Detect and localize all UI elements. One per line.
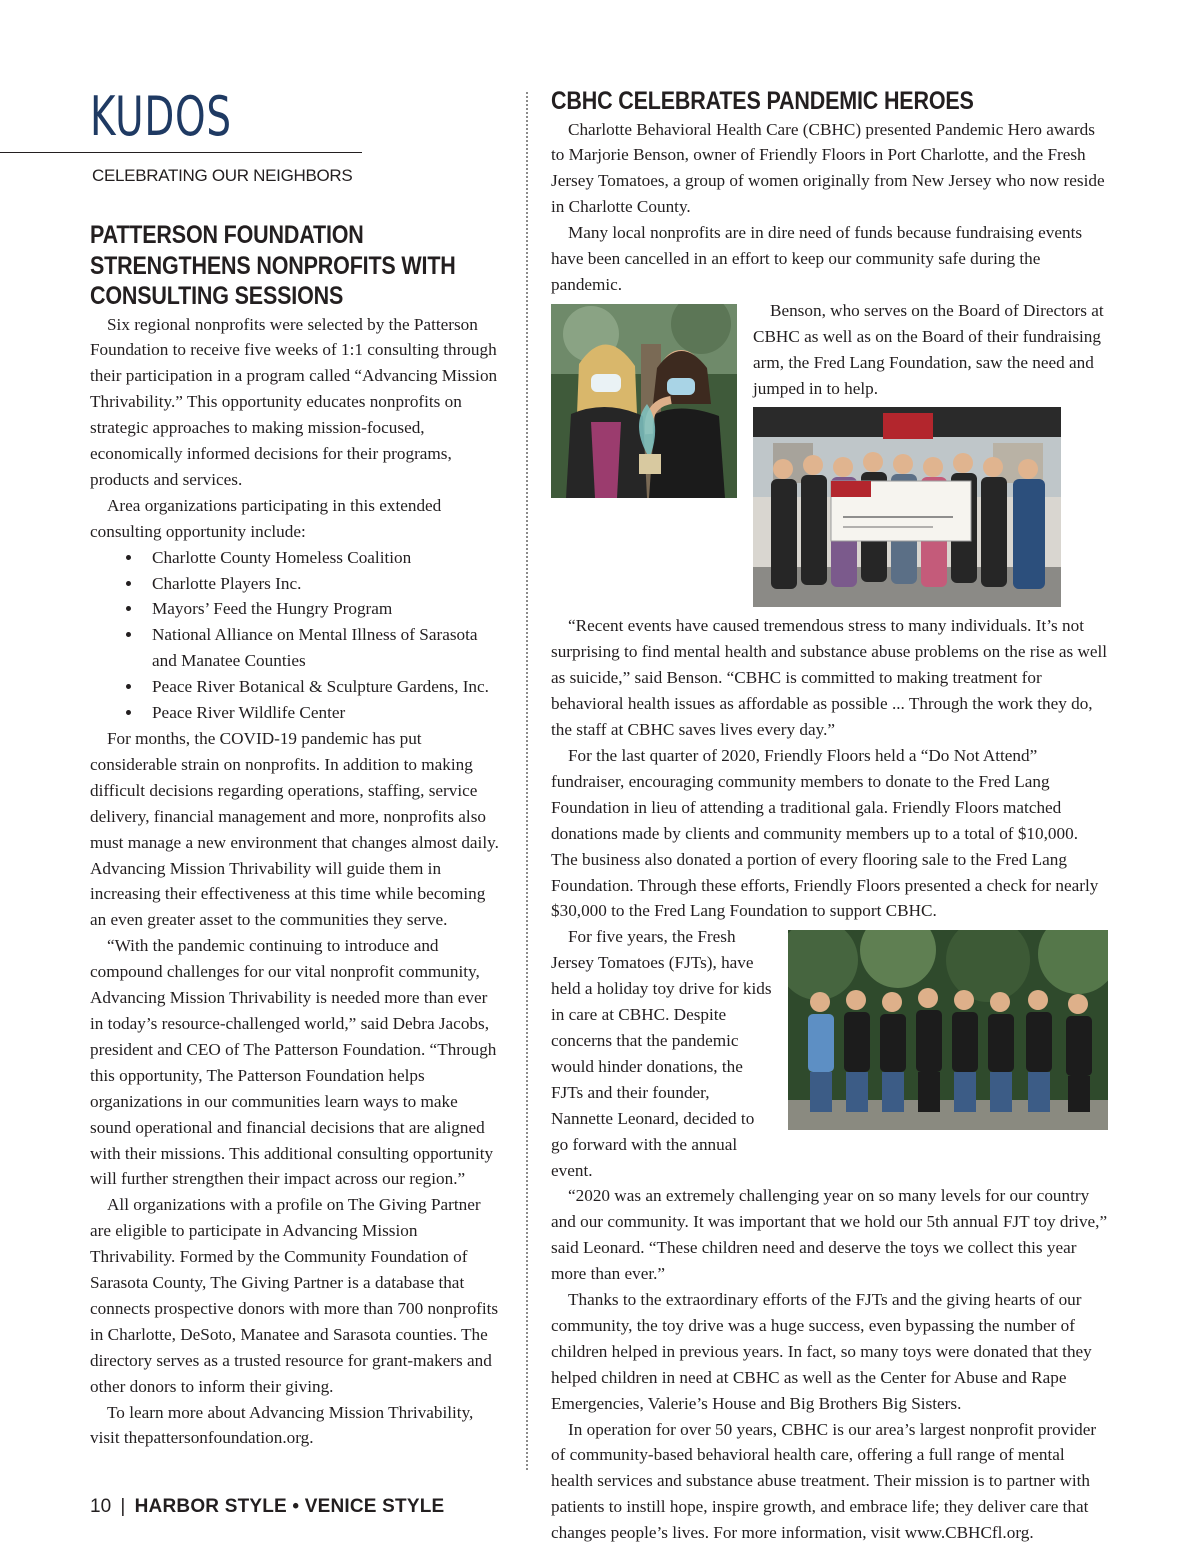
organizations-list	[90, 545, 500, 726]
right-paragraph-6: For five years, the Fresh Jersey Tomatoes (FJTs), have held a holiday toy drive for kids in care at CBHC. Despite concerns that the pandemic would hinder donations, the FJTs and their founder, Nannette Leonard, decided to go forward with the annual event.	[551, 927, 772, 1180]
section-title: KUDOS	[90, 85, 232, 148]
right-paragraph-8: Thanks to the extraordinary efforts of the FJTs and the giving hearts of our community, the toy drive was a huge success, even bypassing the number of children helped in previous years. In fact, so many toys were donated that they helped children in need at CBHC as well as the Center for Abuse and Rape Emergencies, Valerie’s House and Big Brothers Big Sisters.	[551, 1290, 1092, 1413]
left-paragraph-5: All organizations with a profile on The Giving Partner are eligible to participate in Advancing Mission Thrivability. Formed by the Community Foundation of Sarasota County, The Giving Partner is a database that connects prospective donors with more than 700 nonprofits in Charlotte, DeSoto, Manatee and Sarasota counties. The directory serves as a trusted resource for grant-makers and other donors to inform their giving.	[90, 1195, 499, 1396]
page-number: 10	[90, 1496, 112, 1517]
section-subtitle: CELEBRATING OUR NEIGHBORS	[92, 166, 353, 185]
left-article	[90, 220, 500, 1451]
title-rule	[0, 152, 362, 153]
list-item: Charlotte County Homeless Coalition	[152, 545, 500, 571]
list-item: Peace River Botanical & Sculpture Gardens, Inc.	[152, 674, 500, 700]
right-article	[551, 86, 1108, 1546]
right-paragraph-2: Many local nonprofits are in dire need of funds because fundraising events have been cancelled in an effort to keep our community safe during the pandemic.	[551, 223, 1083, 294]
photo-award-presentation	[551, 304, 737, 498]
right-paragraph-9: In operation for over 50 years, CBHC is our area’s largest nonprofit provider of community-based behavioral health care, offering a full range of mental health services and substance abuse treatment. Their mission is to partner with patients to instill hope, inspire growth, and embrace life; they deliver care that changes people’s lives. For more information, visit www.CBHCfl.org.	[551, 1419, 1097, 1543]
list-item: Charlotte Players Inc.	[152, 571, 500, 597]
photo-check-presentation	[753, 407, 1061, 607]
footer-separator: |	[120, 1496, 126, 1517]
left-paragraph-3: For months, the COVID-19 pandemic has put considerable strain on nonprofits. In addition to making difficult decisions regarding operations, staffing, service delivery, financial management and more, nonprofits also must manage a new environment that changes almost daily. Advancing Mission Thrivability will guide them in increasing their effectiveness at this time while becoming an even greater asset to the communities they serve.	[90, 729, 499, 930]
photo-toy-drive-group	[788, 930, 1108, 1130]
left-article-headline: PATTERSON FOUNDATION STRENGTHENS NONPROFITS WITH CONSULTING SESSIONS	[90, 221, 456, 310]
list-item: National Alliance on Mental Illness of Sarasota and Manatee Counties	[152, 622, 500, 674]
left-paragraph-6: To learn more about Advancing Mission Thrivability, visit thepattersonfoundation.org.	[90, 1402, 474, 1448]
right-article-headline: CBHC CELEBRATES PANDEMIC HEROES	[551, 87, 974, 115]
right-paragraph-1: Charlotte Behavioral Health Care (CBHC) presented Pandemic Hero awards to Marjorie Benson, owner of Friendly Floors in Port Charlotte, and the Fresh Jersey Tomatoes, a group of women originally from New Jersey who now reside in Charlotte County.	[551, 119, 1105, 217]
list-item: Peace River Wildlife Center	[152, 700, 500, 726]
left-paragraph-1: Six regional nonprofits were selected by the Patterson Foundation to receive five weeks of 1:1 consulting through their participation in a program called “Advancing Mission Thrivability.” This opportunity educates nonprofits on strategic approaches to making mission-focused, economically informed decisions for their programs, products and services.	[90, 314, 498, 489]
list-item: Mayors’ Feed the Hungry Program	[152, 596, 500, 622]
left-paragraph-2: Area organizations participating in this extended consulting opportunity include:	[90, 495, 442, 541]
column-divider	[526, 92, 528, 1470]
page-footer	[90, 1496, 444, 1518]
right-paragraph-7: “2020 was an extremely challenging year on so many levels for our country and our community. It was important that we hold our 5th annual FJT toy drive,” said Leonard. “These children need and deserve the toys we collect this year more than ever.”	[551, 1186, 1108, 1284]
right-paragraph-3: Benson, who serves on the Board of Directors at CBHC as well as on the Board of their fundraising arm, the Fred Lang Foundation, saw the need and jumped in to help.	[753, 300, 1104, 398]
right-paragraph-4: “Recent events have caused tremendous stress to many individuals. It’s not surprising to find mental health and substance abuse problems on the rise as well as suicide,” said Benson. “CBHC is committed to making treatment for behavioral health issues as affordable as possible ... Through the work they do, the staff at CBHC saves lives every day.”	[551, 616, 1108, 740]
right-paragraph-5: For the last quarter of 2020, Friendly Floors held a “Do Not Attend” fundraiser, encouraging community members to donate to the Fred Lang Foundation in lieu of attending a traditional gala. Friendly Floors matched donations made by clients and community members up to a total of $10,000. The business also donated a portion of every flooring sale to the Fred Lang Foundation. Through these efforts, Friendly Floors presented a check for nearly $30,000 to the Fred Lang Foundation to support CBHC.	[551, 746, 1099, 921]
left-paragraph-4: “With the pandemic continuing to introduce and compound challenges for our vital nonprofit community, Advancing Mission Thrivability is needed more than ever in today’s resource-challenged world,” said Debra Jacobs, president and CEO of The Patterson Foundation. “Through this opportunity, The Patterson Foundation helps organizations in our communities learn ways to make sound operational and financial decisions that are aligned with their missions. This additional consulting opportunity will further strengthen their impact across our region.”	[90, 936, 497, 1189]
publication-name: HARBOR STYLE • VENICE STYLE	[134, 1496, 445, 1517]
